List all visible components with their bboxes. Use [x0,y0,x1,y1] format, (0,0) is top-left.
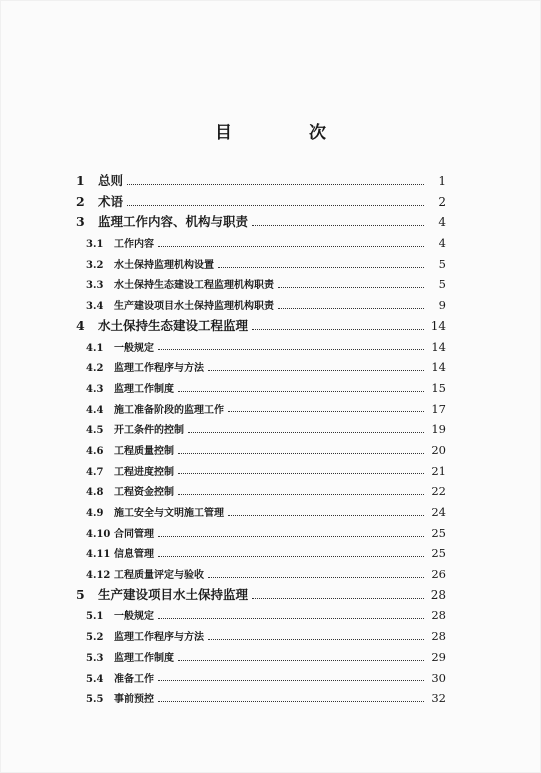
toc-entry-label: 监理工作制度 [114,383,174,395]
toc-entry[interactable] [76,688,446,709]
toc-entry-number: 5.5 [86,694,104,706]
dot-leader [158,680,424,681]
toc-entry-page-number: 26 [431,567,446,582]
toc-entry-number: 4.12 [86,570,111,582]
toc-entry-page-number: 20 [431,442,446,457]
dot-leader [228,515,424,516]
toc-entry-label: 生产建设项目水土保持监理 [98,586,249,602]
toc-entry-page-number: 9 [438,298,446,313]
toc-entry-label: 工程质量评定与验收 [114,570,204,582]
toc-entry-page-number: 21 [431,463,446,478]
toc-entry-page-number: 28 [431,629,446,644]
toc-entry-number: 4.2 [86,363,104,375]
toc-entry[interactable] [76,481,446,502]
toc-entry-page-number: 15 [431,380,446,395]
toc-entry-page-number: 14 [431,360,446,375]
toc-entry-label: 工程进度控制 [114,466,174,478]
toc-entry-number: 5.4 [86,673,104,685]
toc-entry[interactable] [76,337,446,358]
toc-entry-number: 1 [76,173,85,188]
toc-entry[interactable] [76,171,446,192]
dot-leader [178,494,424,495]
dot-leader [127,205,424,206]
dot-leader [178,660,424,661]
toc-entry-label: 监理工作程序与方法 [114,632,204,644]
toc-entry-page-number: 2 [438,194,446,209]
toc-entry[interactable] [76,316,446,337]
toc-entry[interactable] [76,192,446,213]
toc-entry-number: 3 [76,214,85,230]
toc-entry[interactable] [76,274,446,295]
toc-entry[interactable] [76,254,446,275]
dot-leader [158,618,424,619]
dot-leader [158,349,424,350]
toc-entry-page-number: 4 [438,236,446,251]
dot-leader [158,246,424,247]
dot-leader [252,329,424,330]
dot-leader [178,391,424,392]
dot-leader [208,639,424,640]
toc-entry-label: 工程资金控制 [114,487,174,499]
toc-entry[interactable] [76,295,446,316]
toc-entry-page-number: 14 [430,318,446,333]
dot-leader [158,536,424,537]
dot-leader [278,308,424,309]
toc-entry-page-number: 5 [438,277,446,292]
toc-entry[interactable] [76,626,446,647]
toc-entry-label: 监理工作制度 [114,652,174,664]
toc-entry-label: 施工准备阶段的监理工作 [114,404,224,416]
toc-entry-number: 4.6 [86,445,104,457]
toc-entry-page-number: 28 [430,587,446,602]
toc-entry-page-number: 25 [431,525,446,540]
toc-entry-label: 监理工作程序与方法 [114,363,204,375]
dot-leader [218,267,424,268]
dot-leader [208,577,424,578]
toc-entry-number: 2 [76,193,85,209]
toc-entry-page-number: 14 [431,339,446,354]
toc-entry[interactable] [76,461,446,482]
toc-entry-label: 水土保持生态建设工程监理机构职责 [114,280,274,292]
dot-leader [278,287,424,288]
toc-entry-page-number: 29 [431,649,446,664]
toc-entry-number: 5.2 [86,632,104,644]
toc-entry[interactable] [76,668,446,689]
toc-entry-page-number: 17 [431,401,446,416]
toc-entry[interactable] [76,440,446,461]
toc-entry-number: 3.1 [86,239,104,251]
toc-entry-page-number: 32 [431,691,446,706]
toc-entry-number: 4.9 [86,508,104,519]
toc-entry-label: 一般规定 [114,611,154,623]
toc-entry-number: 4.7 [86,466,104,478]
toc-entry-label: 监理工作内容、机构与职责 [98,214,249,230]
toc-entry-page-number: 5 [438,256,446,271]
toc-entry[interactable] [76,357,446,378]
dot-leader [252,225,424,226]
dot-leader [178,473,424,474]
toc-entry-label: 准备工作 [114,673,154,685]
toc-entry-number: 5.3 [86,652,104,664]
toc-entry-number: 4.10 [86,528,111,540]
dot-leader [252,598,424,599]
toc-entry-number: 5.1 [86,611,104,623]
toc-entry[interactable] [76,502,446,523]
toc-entry[interactable] [76,605,446,626]
toc-entry-number: 4.8 [86,487,104,499]
toc-entry[interactable] [76,564,446,585]
toc-entry[interactable] [76,543,446,564]
dot-leader [158,556,424,557]
toc-entry-page-number: 19 [431,422,446,437]
toc-entry-label: 事前预控 [114,694,154,706]
dot-leader [188,432,424,433]
toc-entry-number: 3.3 [86,280,104,292]
toc-entry-page-number: 4 [438,215,446,230]
toc-entry-label: 开工条件的控制 [114,425,184,437]
toc-entry-label: 水土保持监理机构设置 [114,259,214,271]
dot-leader [228,411,424,412]
dot-leader [127,184,424,185]
toc-entry-label: 一般规定 [114,342,154,354]
toc-entry-number: 4.1 [86,342,104,354]
toc-entry-number: 4.3 [86,383,104,395]
toc-entry-label: 工程质量控制 [114,445,174,457]
table-of-contents [76,171,446,709]
toc-entry-label: 工作内容 [114,239,154,251]
dot-leader [208,370,424,371]
toc-entry-label: 施工安全与文明施工管理 [114,508,224,519]
toc-entry-page-number: 24 [431,505,446,519]
toc-entry-number: 4.4 [86,404,104,416]
toc-entry-label: 信息管理 [114,549,154,561]
toc-entry[interactable] [76,419,446,440]
toc-entry-page-number: 1 [438,174,446,188]
page-title: 目 次 [215,123,356,143]
toc-entry-number: 3.4 [86,301,104,313]
toc-entry-page-number: 30 [431,670,446,685]
toc-entry[interactable] [76,233,446,254]
toc-entry-page-number: 28 [431,608,446,623]
toc-entry-label: 水土保持生态建设工程监理 [98,317,249,333]
toc-entry-number: 4.11 [86,549,111,561]
dot-leader [178,453,424,454]
toc-entry-label: 合同管理 [114,528,154,540]
dot-leader [158,701,424,702]
toc-entry-label: 生产建设项目水土保持监理机构职责 [114,301,274,313]
toc-entry-page-number: 25 [431,546,446,561]
toc-entry-page-number: 22 [431,484,446,499]
toc-entry[interactable] [76,378,446,399]
toc-entry-number: 4.5 [86,425,104,437]
toc-entry-number: 4 [76,317,85,333]
toc-entry-label: 术语 [98,193,124,209]
toc-entry[interactable] [76,647,446,668]
toc-entry[interactable] [76,585,446,606]
toc-entry-label: 总则 [98,173,124,188]
toc-entry-number: 5 [76,586,85,602]
toc-entry[interactable] [76,523,446,544]
toc-entry-number: 3.2 [86,259,104,271]
toc-entry[interactable] [76,399,446,420]
toc-entry[interactable] [76,212,446,233]
